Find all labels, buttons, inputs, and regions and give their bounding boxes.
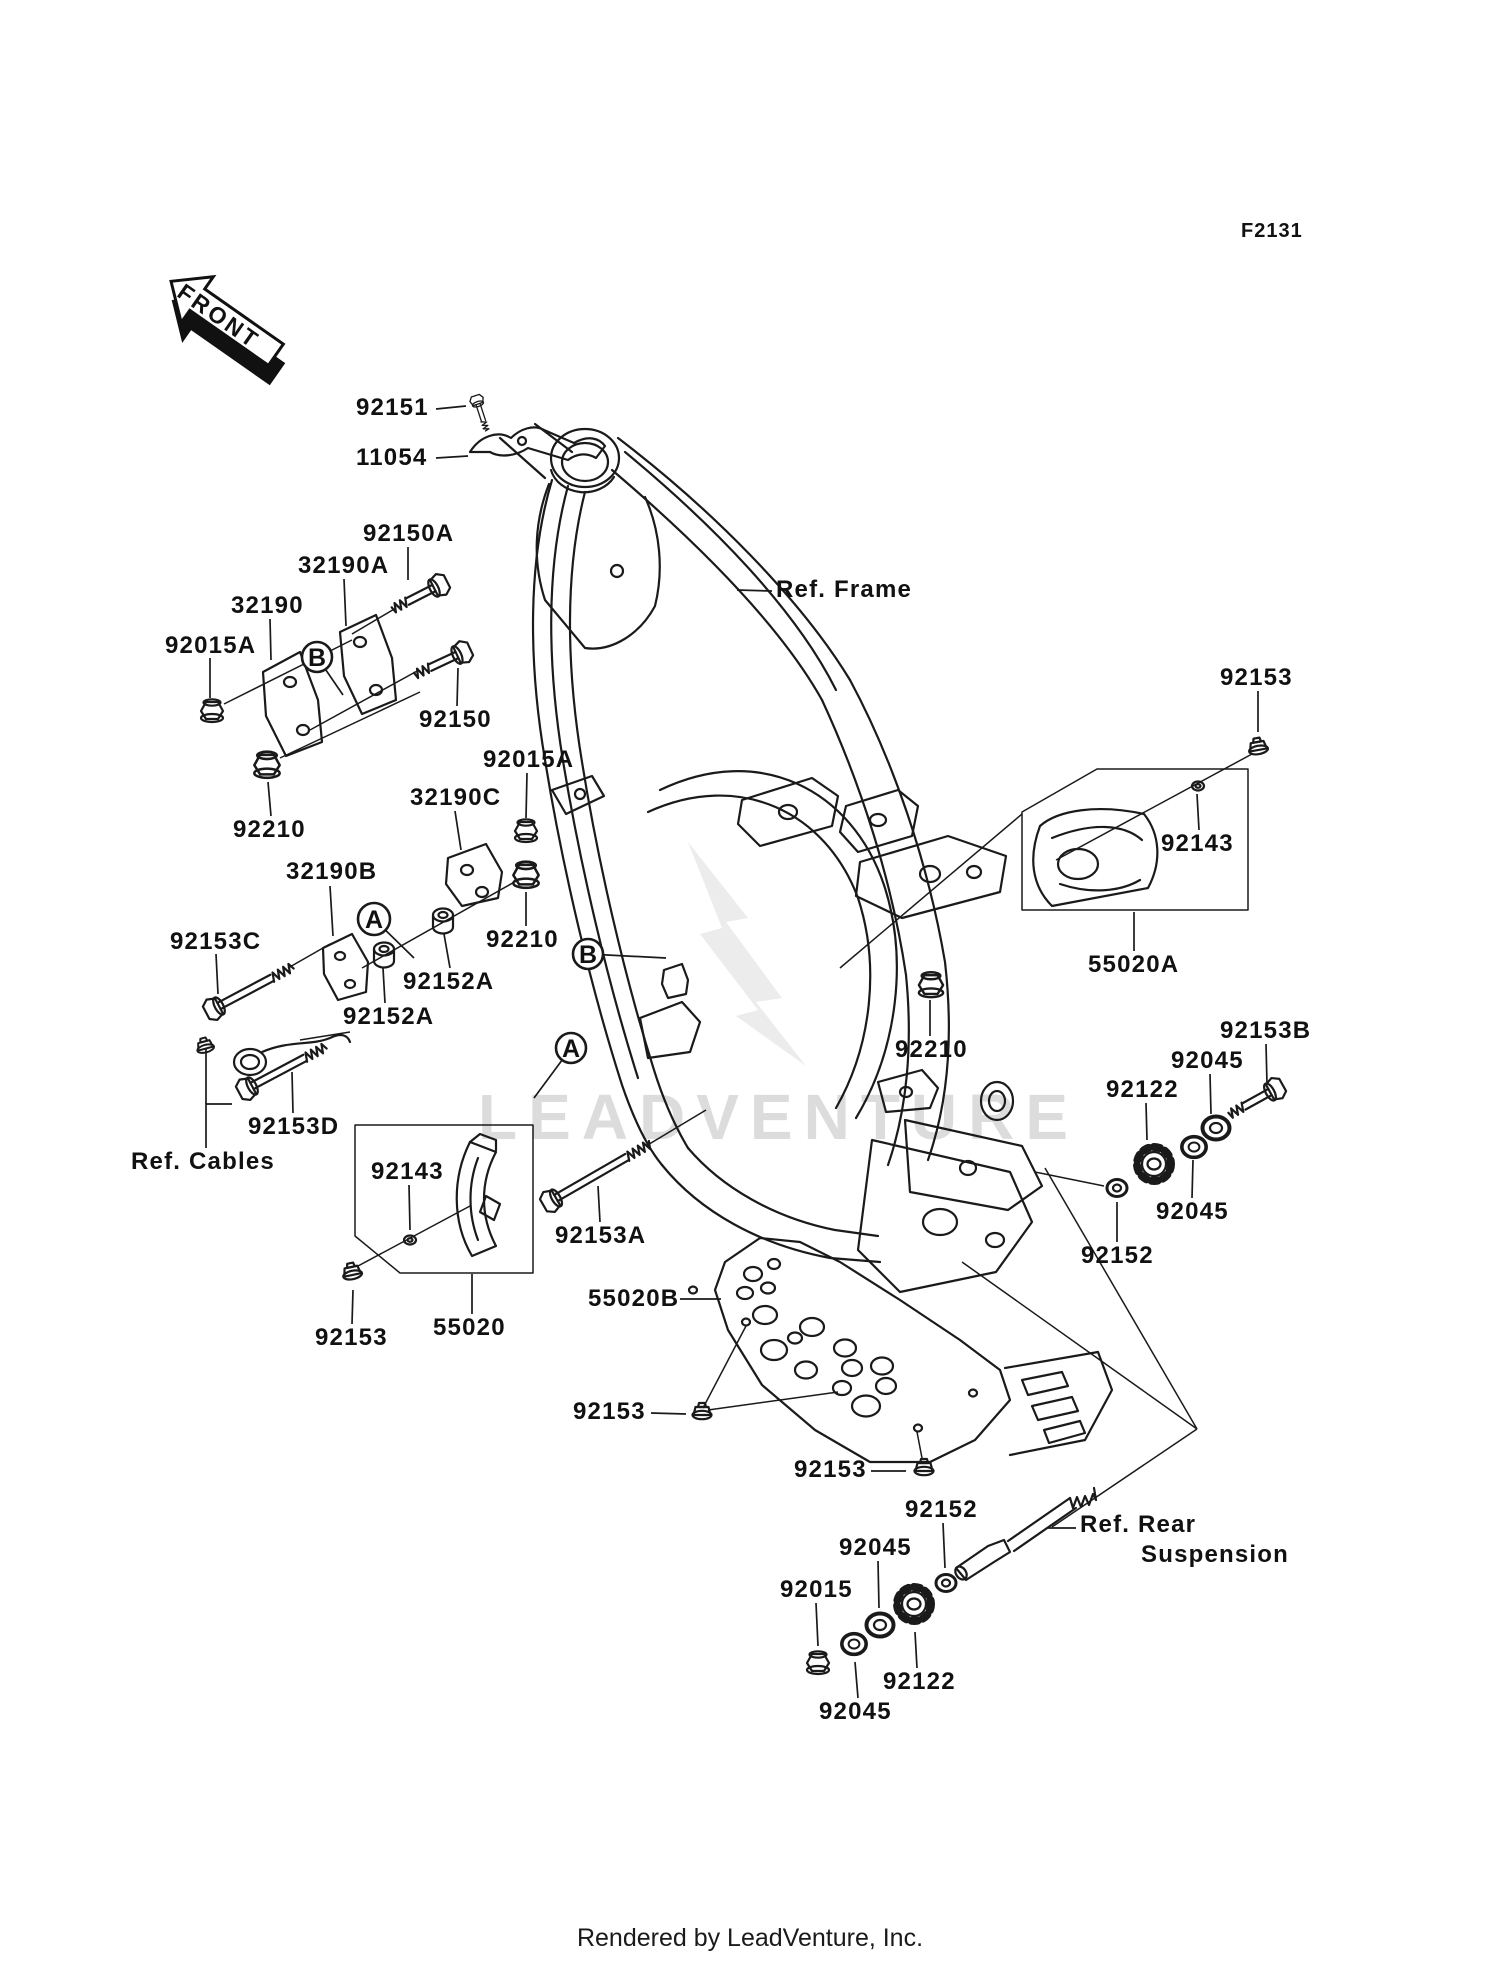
leader-line (651, 1413, 686, 1414)
leader-line (1146, 1103, 1147, 1140)
part-callout[interactable]: 92015 (780, 1576, 853, 1603)
leader-line (878, 1561, 879, 1608)
leader-line (816, 1603, 818, 1646)
part-callout[interactable]: 92045 (819, 1698, 892, 1725)
leader-line (737, 590, 772, 591)
leader-line (409, 1185, 410, 1230)
watermark-logo (688, 842, 806, 1066)
part-callout[interactable]: 32190C (410, 784, 502, 811)
figure-code: F2131 (1241, 220, 1303, 242)
part-callout[interactable]: 92143 (1161, 830, 1234, 857)
axis-lines (224, 608, 1252, 1527)
leader-line (855, 1662, 858, 1698)
leader-line (598, 1186, 600, 1222)
part-callout[interactable]: 32190A (298, 552, 390, 579)
part-callout[interactable]: 92210 (233, 816, 306, 843)
part-callout[interactable]: 55020B (588, 1285, 680, 1312)
part-callout[interactable]: 92152 (1081, 1242, 1154, 1269)
part-callout[interactable]: 92152 (905, 1496, 978, 1523)
part-callout[interactable]: 92122 (883, 1668, 956, 1695)
leader-line (383, 968, 385, 1003)
part-callout[interactable]: 92210 (895, 1036, 968, 1063)
part-callout[interactable]: Ref. Frame (776, 576, 913, 603)
part-callout[interactable]: 32190 (231, 592, 304, 619)
leader-line (943, 1523, 945, 1568)
view-marker-letter: A (561, 1035, 581, 1063)
leader-line (330, 886, 333, 936)
part-callout[interactable]: 92143 (371, 1158, 444, 1185)
part-callout[interactable]: Suspension (1141, 1541, 1290, 1568)
part-callout[interactable]: 92045 (839, 1534, 912, 1561)
leader-line (216, 954, 218, 994)
leader-line (436, 456, 468, 458)
leader-line (457, 668, 458, 706)
part-callout[interactable]: 92153 (1220, 664, 1293, 691)
part-callout[interactable]: 55020 (433, 1314, 506, 1341)
leader-line (344, 579, 346, 626)
part-callout[interactable]: Ref. Cables (131, 1148, 275, 1175)
leader-line (455, 811, 461, 850)
view-marker-letter: A (364, 906, 384, 934)
view-marker-letter: B (578, 941, 598, 969)
part-callout[interactable]: 92210 (486, 926, 559, 953)
part-callout[interactable]: 92153 (573, 1398, 646, 1425)
part-callout[interactable]: 92153 (794, 1456, 867, 1483)
part-callout[interactable]: 92153A (555, 1222, 647, 1249)
part-callout[interactable]: 92153B (1220, 1017, 1312, 1044)
part-callout[interactable]: 92151 (356, 394, 429, 421)
part-callout[interactable]: 92150 (419, 706, 492, 733)
leader-line (270, 619, 271, 660)
leader-line (1210, 1074, 1211, 1114)
part-callout[interactable]: 92015A (483, 746, 575, 773)
hardware-parts (195, 394, 1289, 1674)
view-marker-letter: B (307, 644, 327, 672)
leader-line (352, 1290, 353, 1324)
part-callout[interactable]: 92015A (165, 632, 257, 659)
part-callout[interactable]: 11054 (356, 444, 428, 471)
part-callout[interactable]: 92152A (343, 1003, 435, 1030)
watermark: LEADVENTURE (478, 1081, 1080, 1153)
leader-line (1266, 1044, 1267, 1084)
leader-line (206, 1104, 232, 1148)
front-arrow-icon (146, 258, 301, 396)
leader-line (1197, 794, 1199, 830)
part-callout[interactable]: 92045 (1171, 1047, 1244, 1074)
part-callout[interactable]: 92152A (403, 968, 495, 995)
part-callout[interactable]: 92153C (170, 928, 262, 955)
part-callout[interactable]: 55020A (1088, 951, 1180, 978)
leader-line (915, 1632, 917, 1668)
part-callout[interactable]: 92153D (248, 1113, 340, 1140)
part-callout[interactable]: Ref. Rear (1080, 1511, 1197, 1538)
leader-line (292, 1072, 293, 1113)
part-callout[interactable]: 92150A (363, 520, 455, 547)
part-callout[interactable]: 92045 (1156, 1198, 1229, 1225)
leader-line (444, 934, 450, 968)
leader-line (436, 406, 466, 409)
leader-line (1192, 1160, 1193, 1198)
part-callout[interactable]: 92153 (315, 1324, 388, 1351)
leader-line (268, 782, 271, 816)
footer-credit: Rendered by LeadVenture, Inc. (576, 1924, 924, 1952)
leader-line (526, 773, 527, 818)
leader-lines (206, 406, 1267, 1698)
front-arrow-label: FRONT (172, 278, 265, 354)
part-callout[interactable]: 32190B (286, 858, 378, 885)
part-callout[interactable]: 92122 (1106, 1076, 1179, 1103)
